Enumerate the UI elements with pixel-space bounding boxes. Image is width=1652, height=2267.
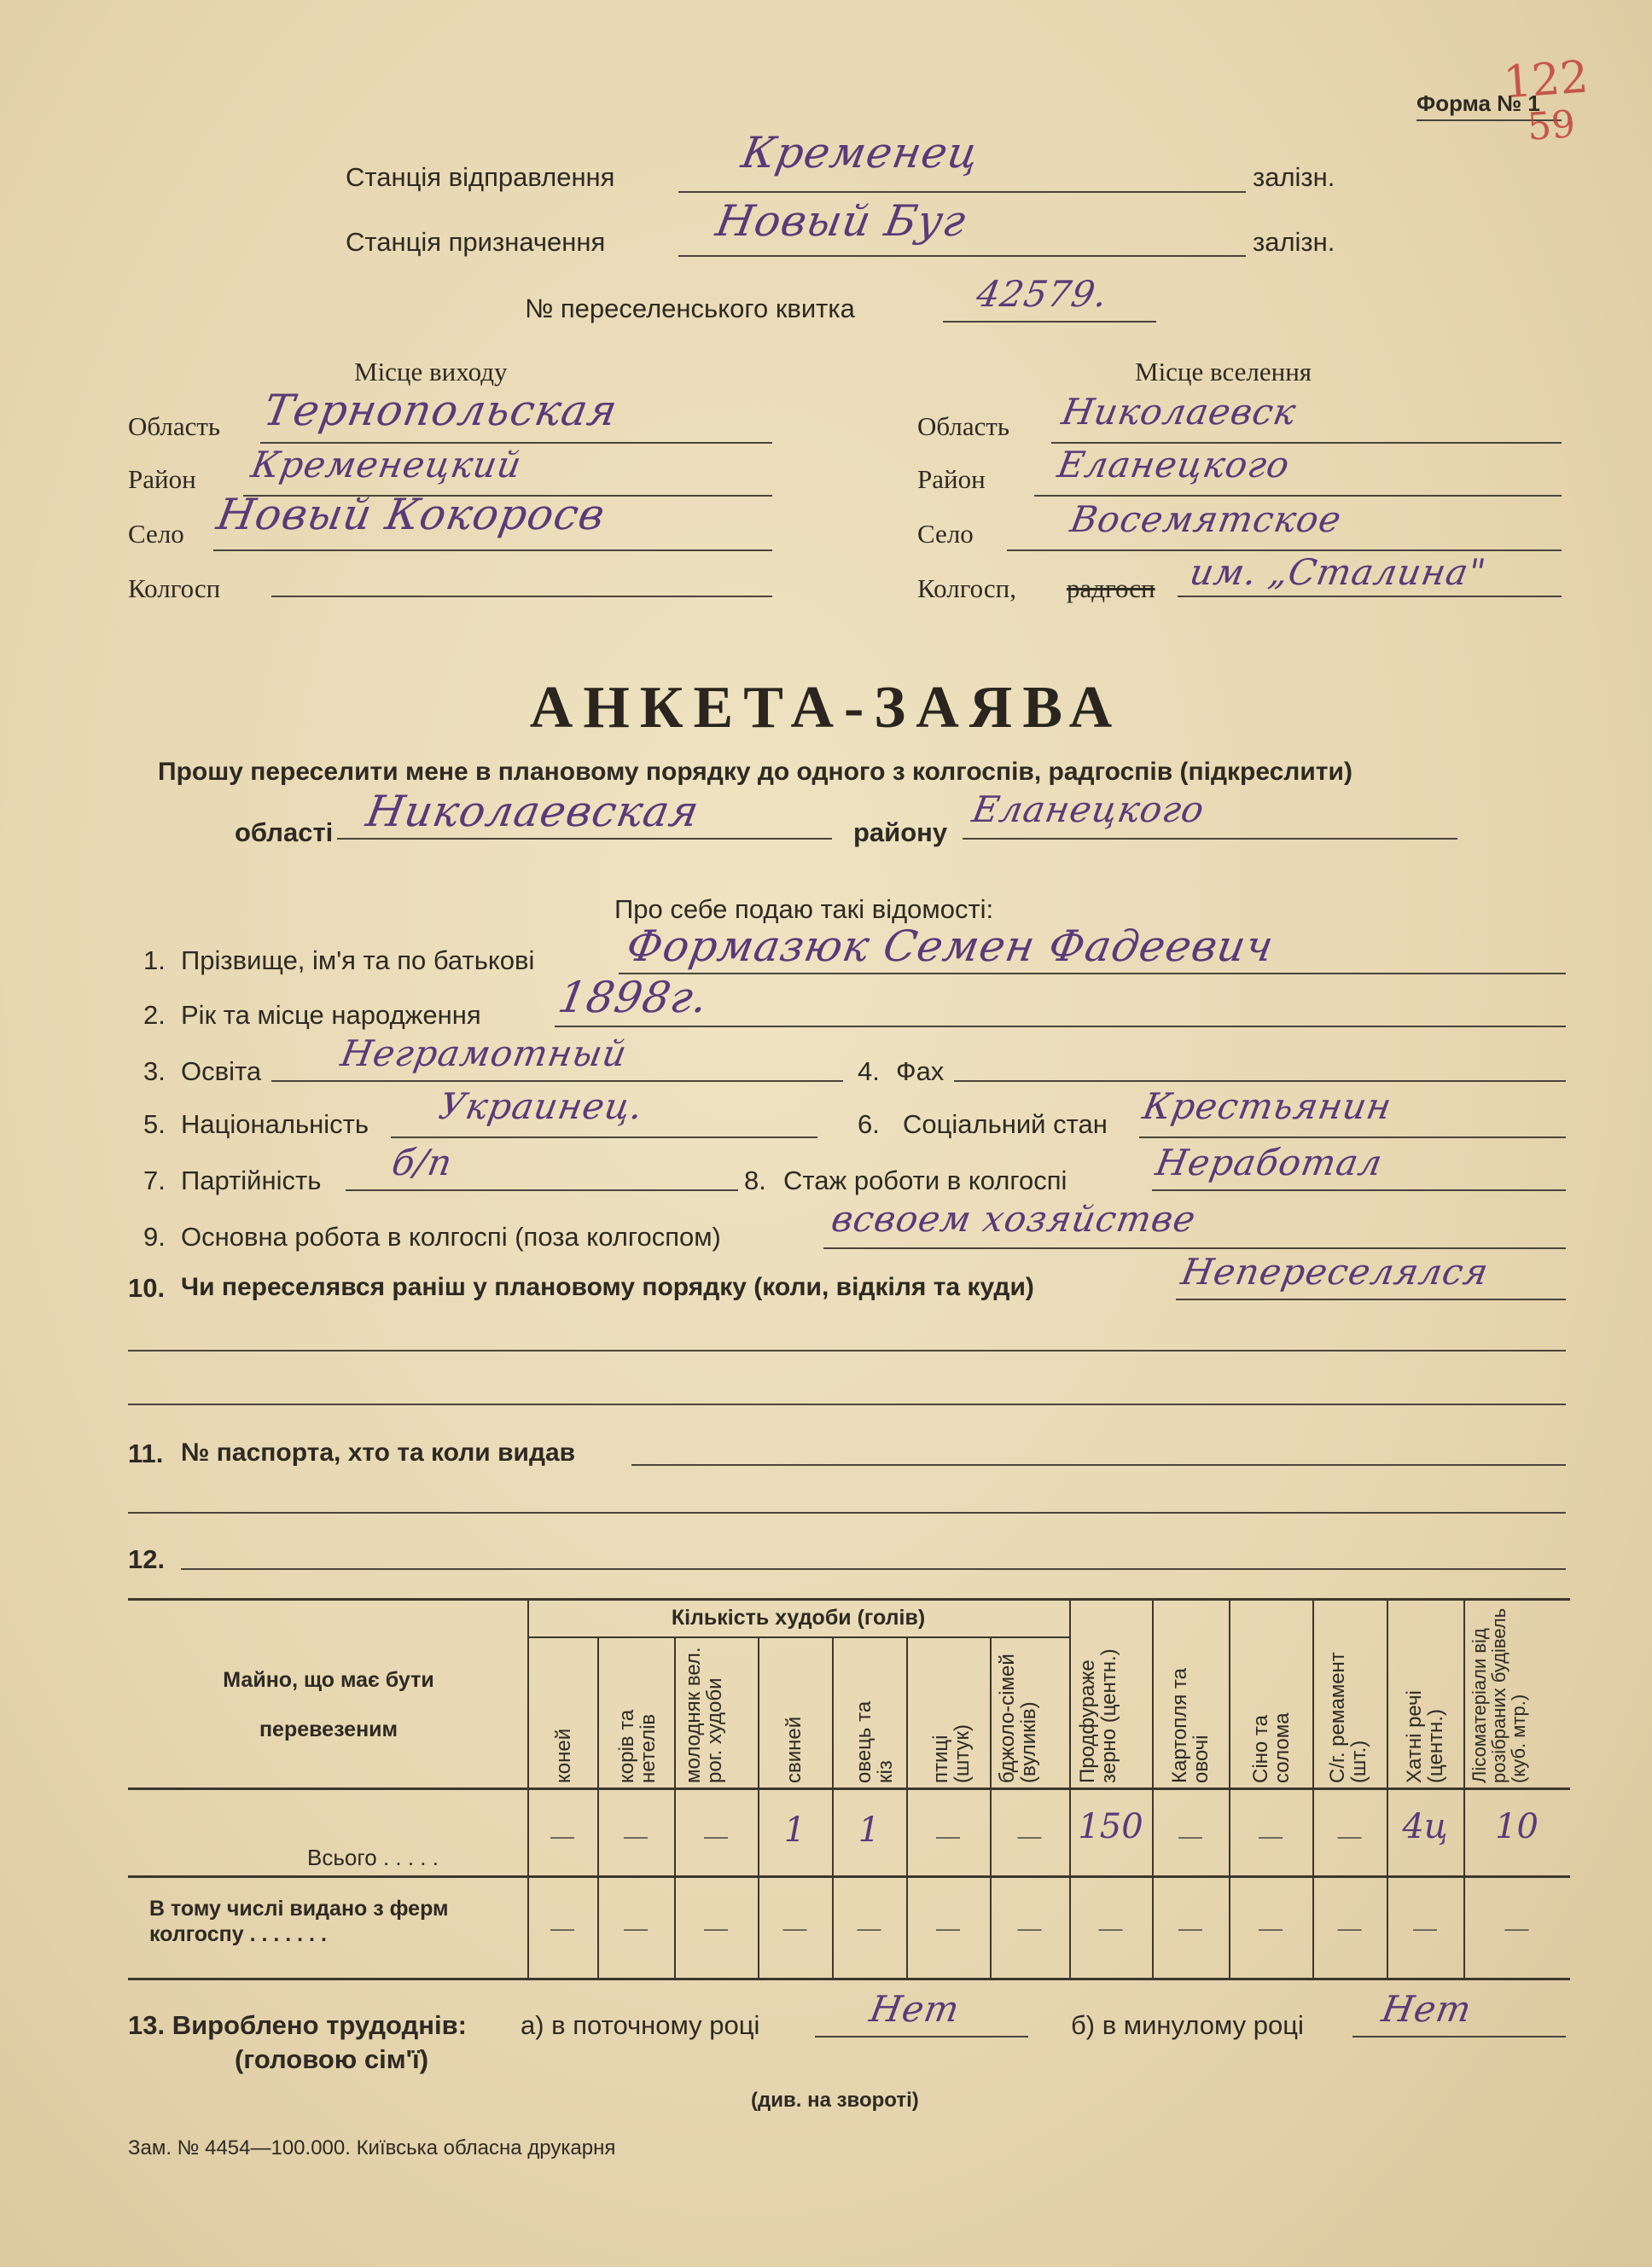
q2-value: 1898г.: [554, 973, 713, 1022]
row-total-potatoes: —: [1178, 1822, 1202, 1849]
q8-label: Стаж роботи в колгоспі: [783, 1165, 1067, 1195]
row-total-sheep: 1: [858, 1811, 881, 1850]
origin-kolhosp-line: [271, 596, 772, 597]
q6-label: Соціальний стан: [903, 1109, 1108, 1139]
q7-number: 7.: [143, 1165, 166, 1195]
q2-label: Рік та місце народження: [181, 1000, 481, 1030]
q10-line-3: [128, 1404, 1566, 1405]
q11-label: № паспорта, хто та коли видав: [181, 1439, 576, 1467]
origin-oblast-label: Область: [128, 411, 221, 441]
q11-line-2: [128, 1512, 1566, 1514]
destination-kolhosp-line: [1178, 596, 1562, 597]
see-reverse-note: (див. на звороті): [751, 2089, 919, 2112]
q3-label: Освіта: [181, 1056, 262, 1086]
ticket-label: № переселенського квитка: [525, 294, 855, 323]
q8-value: Неработал: [1152, 1142, 1387, 1183]
origin-oblast-value: Тернопольская: [259, 386, 622, 435]
q9-line: [823, 1247, 1566, 1249]
q2-number: 2.: [143, 1000, 166, 1030]
row-farm-young-cattle: —: [704, 1915, 728, 1941]
q9-number: 9.: [143, 1222, 166, 1252]
q7-value: б/п: [388, 1142, 457, 1183]
ticket-line: [943, 321, 1156, 323]
q5-label: Національність: [181, 1109, 369, 1139]
row-total-farm-tools: —: [1337, 1822, 1362, 1849]
col-header-household: Хатні речі (центн.): [1403, 1690, 1447, 1783]
table-property-header: Майно, що має бути перевезеним: [223, 1668, 434, 1741]
q5-value: Украинец.: [435, 1085, 647, 1127]
q11-number: 11.: [128, 1439, 164, 1468]
row-total-household: 4ц: [1402, 1807, 1448, 1846]
row-total-hay: —: [1259, 1822, 1283, 1849]
q9-value: всвоем хозяйстве: [828, 1198, 1200, 1240]
col-header-farm-tools: С/г. ремамент (шт.): [1326, 1652, 1370, 1783]
col-header-poultry: птиці (штук): [929, 1724, 974, 1783]
archive-number-top: 122: [1502, 51, 1591, 109]
q10-label: Чи переселявся раніш у плановому порядку (коли, відкіля та куди): [181, 1273, 1034, 1301]
destination-kolhosp-label: Колгосп,: [917, 573, 1017, 603]
origin-kolhosp-label: Колгосп: [128, 573, 221, 603]
form-label: Форма № 1: [1416, 90, 1540, 116]
row-total-label: Всього . . . . .: [307, 1845, 439, 1870]
q12-number: 12.: [128, 1544, 166, 1574]
row-farm-grain: —: [1098, 1915, 1123, 1941]
q3-value: Неграмотный: [337, 1032, 631, 1074]
row-total-cows: —: [624, 1822, 648, 1849]
q9-label: Основна робота в колгоспі (поза колгоспом): [181, 1222, 721, 1252]
destination-raion-label: Район: [917, 464, 986, 494]
q5-line: [391, 1136, 817, 1138]
destination-kolhosp-value: им. „Сталина": [1186, 551, 1490, 593]
q6-number: 6.: [858, 1109, 880, 1139]
request-oblast-value: Николаевская: [362, 787, 704, 836]
col-header-timber: Лісоматеріали від розібраних будівель (куб. мтр.): [1469, 1607, 1529, 1783]
row-total-horses: —: [550, 1822, 574, 1849]
row-farm-potatoes: —: [1178, 1915, 1202, 1941]
row-total-timber: 10: [1495, 1807, 1539, 1846]
q10-line: [1176, 1299, 1566, 1300]
request-text: Прошу переселити мене в плановому порядку до одного з колгоспів, радгоспів (підкреслити): [158, 758, 1352, 786]
q1-line: [619, 973, 1566, 974]
q1-value: Формазюк Семен Фадеевич: [622, 921, 1278, 971]
col-header-horses: коней: [552, 1728, 575, 1783]
workdays-previous-line: [1352, 2036, 1566, 2037]
col-header-hay: Сіно та солома: [1249, 1712, 1294, 1783]
col-header-young-cattle: молодняк вел. рог. худоби: [682, 1647, 726, 1783]
q7-label: Партійність: [181, 1165, 322, 1195]
request-raion-line: [963, 838, 1457, 840]
form-title: АНКЕТА-ЗАЯВА: [529, 675, 1123, 741]
q4-line: [954, 1080, 1566, 1082]
destination-raion-value: Еланецкого: [1054, 444, 1294, 485]
archive-number-bottom: 59: [1526, 102, 1577, 149]
q10-number: 10.: [128, 1273, 166, 1303]
destination-oblast-value: Николаевск: [1058, 391, 1300, 433]
q6-line: [1139, 1136, 1566, 1138]
row-total-poultry: —: [936, 1822, 960, 1849]
origin-raion-label: Район: [128, 464, 196, 494]
origin-selo-label: Село: [128, 519, 184, 549]
q4-label: Фах: [896, 1056, 945, 1086]
q10-line-2: [128, 1350, 1566, 1351]
row-farm-horses: —: [550, 1915, 574, 1941]
destination-selo-value: Восемятское: [1067, 498, 1346, 540]
q8-line: [1152, 1189, 1566, 1191]
destination-heading: Місце вселення: [1135, 357, 1312, 387]
intro-text: Про себе подаю такі відомості:: [614, 894, 994, 924]
destination-station-value: Новый Буг: [712, 196, 970, 246]
table-bottom-border: [128, 1978, 1570, 1980]
workdays-previous-label: б) в минулому році: [1071, 2010, 1304, 2040]
col-header-potatoes: Картопля та овочі: [1168, 1668, 1213, 1783]
row-farm-hay: —: [1259, 1915, 1283, 1941]
q2-line: [555, 1026, 1566, 1027]
row-total-young-cattle: —: [704, 1822, 728, 1849]
row-total-bees: —: [1017, 1822, 1042, 1849]
q1-label: Прізвище, ім'я та по батькові: [181, 945, 535, 975]
row-farm-pigs: —: [782, 1915, 807, 1941]
origin-selo-line: [213, 549, 772, 551]
row-total-pigs: 1: [783, 1811, 806, 1850]
table-header-bottom-border: [128, 1787, 1570, 1790]
row-farm-farm-tools: —: [1337, 1915, 1362, 1941]
ticket-value: 42579.: [973, 273, 1112, 315]
q11-line: [631, 1464, 1566, 1466]
q3-number: 3.: [143, 1056, 166, 1086]
request-raion-value: Еланецкого: [969, 788, 1208, 830]
origin-selo-value: Новый Кокоросв: [212, 490, 609, 539]
workdays-current-label: а) в поточному році: [521, 2010, 760, 2040]
request-oblast-label: області: [235, 817, 334, 847]
departure-station-suffix: залізн.: [1253, 162, 1335, 192]
workdays-current-value: Нет: [866, 1988, 963, 2030]
row-farm-bees: —: [1017, 1915, 1042, 1941]
q8-number: 8.: [744, 1165, 766, 1195]
table-livestock-header: Кількість худоби (голів): [671, 1606, 926, 1630]
destination-radhosp-struck: радгосп: [1067, 573, 1155, 603]
q7-line: [346, 1189, 738, 1191]
col-header-sheep: овець та кіз: [852, 1700, 897, 1783]
row-farm-poultry: —: [936, 1915, 960, 1941]
workdays-sublabel: (головою сім'ї): [235, 2044, 429, 2074]
q4-number: 4.: [858, 1056, 880, 1086]
q12-line: [181, 1568, 1566, 1570]
origin-heading: Місце виходу: [354, 357, 508, 387]
workdays-previous-value: Нет: [1378, 1988, 1475, 2030]
origin-raion-value: Кременецкий: [247, 444, 526, 485]
departure-station-label: Станція відправлення: [346, 162, 615, 192]
destination-raion-line: [1034, 495, 1562, 497]
workdays-current-line: [815, 2036, 1028, 2037]
destination-station-label: Станція призначення: [346, 227, 606, 257]
table-top-border: [128, 1598, 1570, 1601]
request-raion-label: району: [853, 817, 948, 847]
row-farm-label: В тому числі видано з ферм колгоспу . . . . . . .: [149, 1897, 449, 1946]
row-farm-sheep: —: [857, 1915, 881, 1941]
row-farm-household: —: [1413, 1915, 1437, 1941]
q3-line: [271, 1080, 843, 1082]
workdays-label: 13. Вироблено трудоднів:: [128, 2010, 467, 2040]
row-total-grain: 150: [1078, 1807, 1143, 1846]
row-farm-timber: —: [1504, 1915, 1529, 1941]
table-row1-bottom-border: [128, 1875, 1570, 1878]
q1-number: 1.: [143, 945, 166, 975]
departure-station-value: Кременец: [737, 128, 983, 177]
printer-imprint: Зам. № 4454—100.000. Київська обласна друкарня: [128, 2136, 616, 2159]
destination-selo-label: Село: [917, 519, 974, 549]
q6-value: Крестьянин: [1139, 1085, 1395, 1127]
q5-number: 5.: [143, 1109, 166, 1139]
q10-value: Непереселялся: [1178, 1251, 1492, 1293]
departure-station-line: [678, 191, 1246, 193]
col-header-grain: Продфураже зерно (центн.): [1076, 1648, 1120, 1783]
col-header-cows: корів та нетелів: [615, 1709, 660, 1783]
destination-oblast-label: Область: [917, 411, 1010, 441]
livestock-header-border: [527, 1636, 1069, 1638]
destination-station-suffix: залізн.: [1253, 227, 1335, 257]
destination-station-line: [678, 255, 1246, 257]
col-header-bees: бджоло-сімей (вуликів): [996, 1654, 1040, 1783]
col-header-pigs: свиней: [782, 1716, 806, 1783]
row-farm-cows: —: [624, 1915, 648, 1941]
request-oblast-line: [337, 838, 832, 840]
